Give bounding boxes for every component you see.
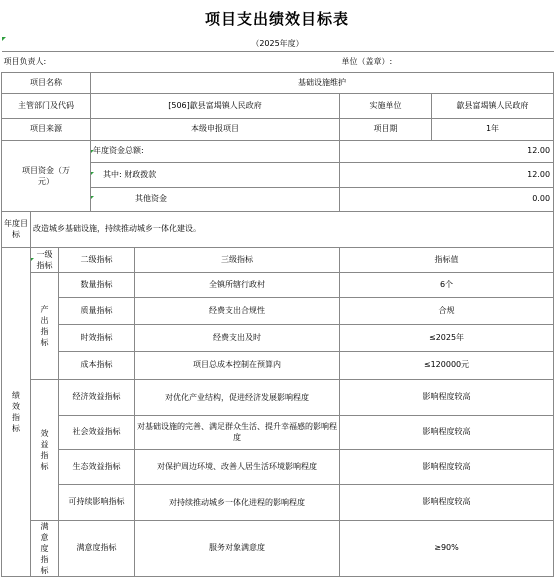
annual-total-value: 12.00: [340, 140, 554, 162]
value-cell: ≥90%: [340, 520, 554, 576]
annual-goal-label: 年度目标: [2, 211, 31, 247]
value-cell: 6个: [340, 272, 554, 297]
fiscal-label: 其中: 财政拨款: [91, 162, 340, 187]
level2-cell: 可持续影响指标: [59, 484, 135, 520]
page-title: 项目支出绩效目标表: [204, 10, 349, 28]
level2-cell: 时效指标: [59, 324, 135, 351]
funds-label: 项目资金（万元）: [2, 140, 91, 211]
other-funds-label: 其他资金: [91, 187, 340, 211]
project-name-label: 项目名称: [2, 72, 91, 93]
value-header: 指标值: [340, 247, 554, 272]
value-cell: 影响程度较高: [340, 415, 554, 449]
performance-table: [1, 37, 554, 577]
unit-label: 单位（盖章）:: [340, 51, 554, 72]
level3-cell: 项目总成本控制在预算内: [135, 351, 340, 379]
benefit-indicator-label: 效益指标: [31, 379, 59, 520]
dept-label: 主管部门及代码: [2, 93, 91, 118]
project-owner-label: 项目负责人:: [2, 51, 340, 72]
annual-goal-text: 改造城乡基础设施，持续推动城乡一体化建设。: [31, 211, 554, 247]
fiscal-value: 12.00: [340, 162, 554, 187]
period-value: 1年: [432, 118, 554, 140]
value-cell: ≤2025年: [340, 324, 554, 351]
value-cell: 影响程度较高: [340, 449, 554, 484]
annual-total-label: 年度资金总额:: [91, 140, 340, 162]
year-label: （2025年度）: [251, 38, 304, 48]
perf-indicator-label: 绩效指标: [2, 247, 31, 576]
value-cell: ≤120000元: [340, 351, 554, 379]
level2-cell: 数量指标: [59, 272, 135, 297]
level2-cell: 社会效益指标: [59, 415, 135, 449]
project-name-value: 基础设施维护: [91, 72, 554, 93]
dept-value: [506]歙县富堨镇人民政府: [91, 93, 340, 118]
source-value: 本级申报项目: [91, 118, 340, 140]
level3-header: 三级指标: [135, 247, 340, 272]
impl-unit-label: 实施单位: [340, 93, 432, 118]
value-cell: 合规: [340, 297, 554, 324]
level3-cell: 经费支出合规性: [135, 297, 340, 324]
value-cell: 影响程度较高: [340, 379, 554, 415]
impl-unit-value: 歙县富堨镇人民政府: [432, 93, 554, 118]
other-funds-value: 0.00: [340, 187, 554, 211]
level3-cell: 经费支出及时: [135, 324, 340, 351]
level2-cell: 生态效益指标: [59, 449, 135, 484]
level3-cell: 对保护周边环境、改善人居生活环境影响程度: [135, 449, 340, 484]
level3-cell: 对优化产业结构，促进经济发展影响程度: [135, 379, 340, 415]
level3-cell: 全镇所辖行政村: [135, 272, 340, 297]
level2-cell: 经济效益指标: [59, 379, 135, 415]
period-label: 项目期: [340, 118, 432, 140]
output-indicator-label: 产出指标: [31, 272, 59, 379]
source-label: 项目来源: [2, 118, 91, 140]
value-cell: 影响程度较高: [340, 484, 554, 520]
level2-cell: 满意度指标: [59, 520, 135, 576]
level3-cell: 服务对象满意度: [135, 520, 340, 576]
level2-header: 二级指标: [59, 247, 135, 272]
level3-cell: 对基础设施的完善、满足群众生活、提升幸福感的影响程度: [135, 415, 340, 449]
level3-cell: 对持续推动城乡一体化进程的影响程度: [135, 484, 340, 520]
level1-header: 一级指标: [31, 247, 59, 272]
level2-cell: 成本指标: [59, 351, 135, 379]
satisfaction-indicator-label: 满意度指标: [31, 520, 59, 576]
level2-cell: 质量指标: [59, 297, 135, 324]
